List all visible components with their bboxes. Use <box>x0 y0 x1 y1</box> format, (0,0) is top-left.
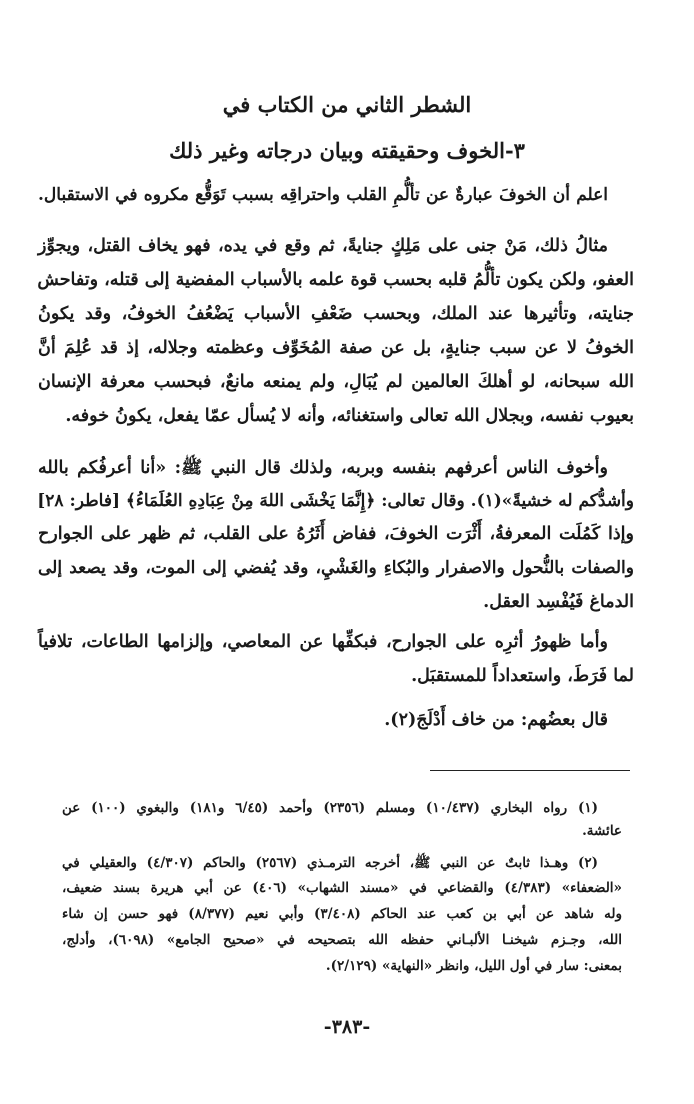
body-line: والصفات بالنُّحول والاصفرار والبُكاءِ والغَشْيِ، وقد يُفضي إلى الموت، وقد يصعد إلى <box>38 558 634 578</box>
footnote-line: «الضعفاء» (٤/٣٨٣) والقضاعي في «مسند الشهاب» (٤٠٦) عن أبي هريرة بسند ضعيف، <box>62 880 622 896</box>
body-line: العفو، ولكن يكون تألُّمُ قلبه بحسب قوة علمه بالأسباب المفضية إلى قتله، وتفاحش <box>37 270 634 290</box>
body-line: الخوفُ لا عن سبب جنايةٍ، بل عن صفة المُخَوِّف وعظمته وجلاله، إذ قد عُلِمَ أنَّ <box>38 338 634 358</box>
body-line: بعيوب نفسه، وبجلال الله تعالى واستغنائه، وأنه لا يُسأل عمّا يفعل، يكونُ خوفه. <box>65 406 634 426</box>
footnote-divider <box>430 770 630 771</box>
footnote-line: بمعنى: سار في أول الليل، وانظر «النهاية» (٢/١٢٩). <box>325 958 622 974</box>
body-line: جنايته، وتأثيرها عند الملك، وبحسب ضَعْفِ الأسباب يَضْعُفُ الخوفُ، وقد يكونُ <box>38 304 634 324</box>
footnote-line: (٢) وهـذا ثابتٌ عن النبي ﷺ، أخرجه الترمـذي (٢٥٦٧) والحاكم (٤/٣٠٧) والعقيلي في <box>62 855 598 871</box>
body-line: وأشدُّكم له خشيةً»(١). وقال تعالى: ﴿إِنَّمَا يَخْشَى اللهَ مِنْ عِبَادِهِ العُلَمَاءُ﴾ [فاطر: ٢٨] <box>37 491 634 511</box>
footnote-line: عائشة. <box>582 823 622 839</box>
section-title: الشطر الثاني من الكتاب في <box>222 92 472 117</box>
footnote-line: الله، وجـزم شيخنـا الألبـاني حفظه الله بتصحيحه في «صحيح الجامع» (٦٠٩٨)، وأدلج، <box>62 932 622 948</box>
chapter-title: ٣-الخوف وحقيقته وبيان درجاته وغير ذلك <box>169 138 525 163</box>
body-line: لما فَرَطَ، واستعداداً للمستقبَل. <box>411 666 634 686</box>
body-line: وأخوف الناس أعرفهم بنفسه وبربه، ولذلك قال النبي ﷺ: «أنا أعرفُكم بالله <box>38 458 608 478</box>
body-line: الله سبحانه، لو أهلكَ العالمين لم يُبَالِ، ولم يمنعه مانعٌ، فبحسب معرفة الإنسان <box>38 372 634 392</box>
footnote-line: (١) رواه البخاري (١٠/٤٣٧) ومسلم (٢٣٥٦) وأحمد (٦/٤٥ و١٨١) والبغوي (١٠٠) عن <box>62 800 598 816</box>
body-line: اعلم أن الخوفَ عبارةٌ عن تألُّمِ القلب واحتراقِه بسبب تَوَقُّع مكروه في الاستقبال. <box>38 185 608 205</box>
body-line: الدماغ فَيُفْسِد العقل. <box>483 592 634 612</box>
body-line: قال بعضُهم: من خاف أَدْلَجَ(٢). <box>384 710 608 730</box>
body-line: وأما ظهورُ أثرِه على الجوارح، فبكفِّها عن المعاصي، وإلزامها الطاعات، تلافياً <box>38 632 608 652</box>
footnote-line: وله شاهد عن أبي بن كعب عند الحاكم (٣/٤٠٨) وأبي نعيم (٨/٣٧٧) فهو حسن إن شاء <box>62 906 622 922</box>
body-line: وإذا كَمُلَت المعرفةُ، أَثْرَت الخوفَ، ففاض أَثَرُهُ على القلب، ثم ظهر على الجوارح <box>38 524 634 544</box>
page-number: -٣٨٣- <box>323 1016 371 1038</box>
body-line: مثالُ ذلك، مَنْ جنى على مَلِكٍ جنايةً، ثم وقع في يده، فهو يخاف القتل، ويجوِّز <box>38 236 608 256</box>
